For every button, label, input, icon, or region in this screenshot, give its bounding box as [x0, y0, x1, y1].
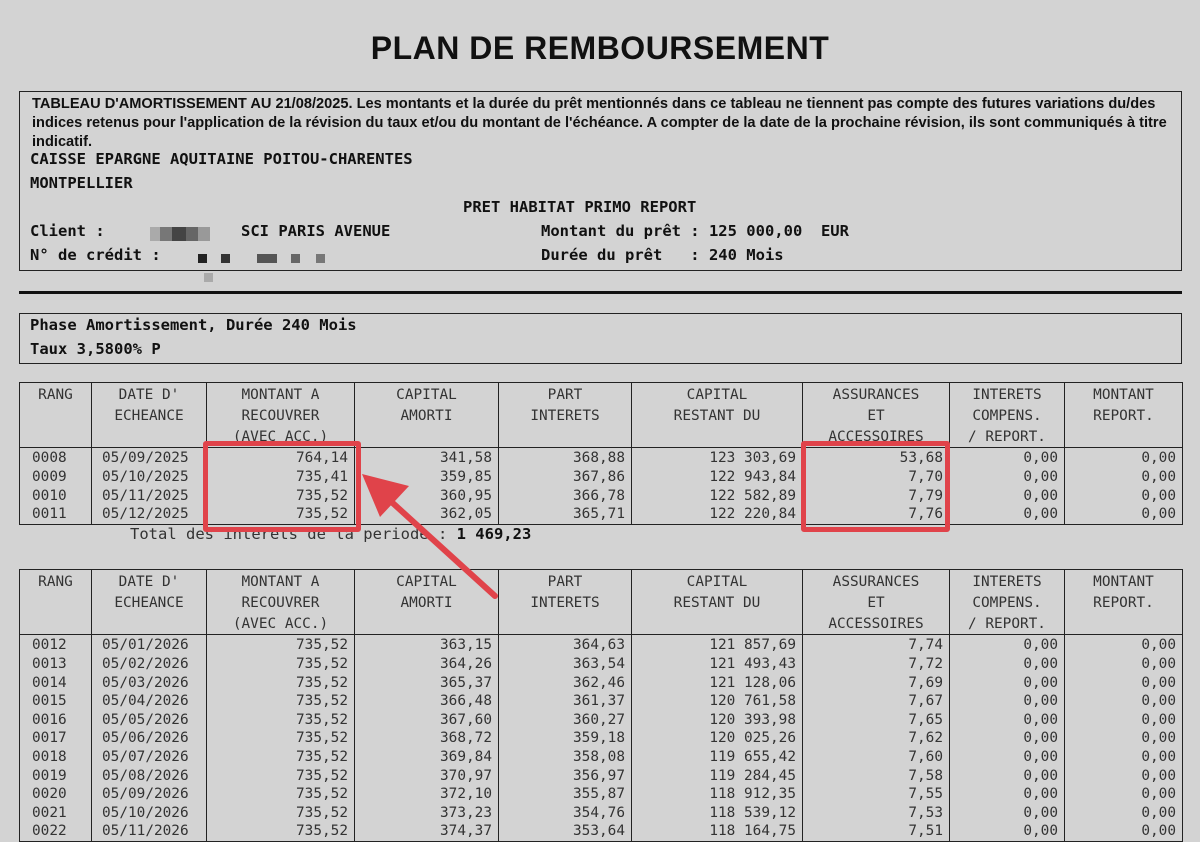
- col-montant-report-cell: 0,00: [1065, 468, 1183, 487]
- disclaimer-text: TABLEAU D'AMORTISSEMENT AU 21/08/2025. Les montants et la durée du prêt mentionnés dans ce tableau ne tiennent pas compte des futures variations du/des indices retenus pour l'application de la révision du taux et/ou du montant de l'échéance. A compter de la date de la prochaine révision, ils sont communiqués à titre indicatif.: [32, 96, 1167, 150]
- col-part-interets-header: PART INTERETS: [499, 383, 632, 448]
- col-assurances-cell: 7,58: [803, 767, 950, 786]
- col-part-interets-cell: 358,08: [499, 748, 632, 767]
- col-capital-amorti-cell: 341,58: [355, 448, 499, 468]
- col-capital-amorti-cell: 373,23: [355, 804, 499, 823]
- col-capital-amorti-cell: 374,37: [355, 822, 499, 841]
- col-date-cell: 05/09/2026: [92, 785, 207, 804]
- col-rang-header: RANG: [20, 383, 92, 448]
- total-value: 1 469,23: [456, 525, 532, 543]
- col-capital-restant-cell: 123 303,69: [632, 448, 803, 468]
- col-assurances-cell: 7,60: [803, 748, 950, 767]
- col-montant-report-cell: 0,00: [1065, 711, 1183, 730]
- col-rang-header: RANG: [20, 570, 92, 635]
- col-assurances-cell: 7,76: [803, 505, 950, 524]
- col-capital-restant-cell: 121 857,69: [632, 635, 803, 655]
- col-capital-amorti-cell: 359,85: [355, 468, 499, 487]
- loan-duration: Durée du prêt : 240 Mois: [541, 246, 784, 264]
- col-part-interets-cell: 360,27: [499, 711, 632, 730]
- col-rang-cell: 0009: [20, 468, 92, 487]
- col-capital-amorti-cell: 367,60: [355, 711, 499, 730]
- col-rang-cell: 0008: [20, 448, 92, 468]
- col-capital-amorti-cell: 362,05: [355, 505, 499, 524]
- col-rang-cell: 0011: [20, 505, 92, 524]
- col-capital-restant-cell: 122 220,84: [632, 505, 803, 524]
- col-capital-amorti-cell: 365,37: [355, 674, 499, 693]
- col-capital-amorti-header: CAPITAL AMORTI: [355, 383, 499, 448]
- col-montant-report-header: MONTANT REPORT.: [1065, 570, 1183, 635]
- col-montant-report-cell: 0,00: [1065, 635, 1183, 655]
- col-rang-cell: 0016: [20, 711, 92, 730]
- col-montant-cell: 735,52: [207, 729, 355, 748]
- col-montant-cell: 735,41: [207, 468, 355, 487]
- col-part-interets-cell: 367,86: [499, 468, 632, 487]
- credit-number-label: N° de crédit :: [30, 246, 161, 264]
- col-capital-amorti-cell: 360,95: [355, 487, 499, 506]
- col-interets-compens-header: INTERETS COMPENS. / REPORT.: [950, 570, 1065, 635]
- col-assurances-header: ASSURANCES ET ACCESSOIRES: [803, 383, 950, 448]
- col-interets-compens-cell: 0,00: [950, 785, 1065, 804]
- col-date-cell: 05/09/2025: [92, 448, 207, 468]
- col-rang-cell: 0022: [20, 822, 92, 841]
- col-interets-compens-cell: 0,00: [950, 748, 1065, 767]
- col-montant-header: MONTANT A RECOUVRER (AVEC ACC.): [207, 383, 355, 448]
- col-rang-cell: 0012: [20, 635, 92, 655]
- col-montant-cell: 735,52: [207, 655, 355, 674]
- col-montant-cell: 735,52: [207, 748, 355, 767]
- col-part-interets-cell: 353,64: [499, 822, 632, 841]
- col-interets-compens-cell: 0,00: [950, 729, 1065, 748]
- col-part-interets-header: PART INTERETS: [499, 570, 632, 635]
- col-assurances-cell: 7,51: [803, 822, 950, 841]
- col-capital-amorti-cell: 372,10: [355, 785, 499, 804]
- col-assurances-cell: 7,65: [803, 711, 950, 730]
- col-rang-cell: 0017: [20, 729, 92, 748]
- col-interets-compens-cell: 0,00: [950, 448, 1065, 468]
- col-interets-compens-cell: 0,00: [950, 635, 1065, 655]
- col-assurances-cell: 7,70: [803, 468, 950, 487]
- col-date-cell: 05/04/2026: [92, 692, 207, 711]
- col-montant-cell: 735,52: [207, 635, 355, 655]
- col-interets-compens-cell: 0,00: [950, 767, 1065, 786]
- col-part-interets-cell: 355,87: [499, 785, 632, 804]
- col-rang-cell: 0019: [20, 767, 92, 786]
- col-capital-amorti-cell: 370,97: [355, 767, 499, 786]
- client-label: Client :: [30, 222, 105, 240]
- col-assurances-cell: 7,62: [803, 729, 950, 748]
- col-rang-cell: 0020: [20, 785, 92, 804]
- col-interets-compens-cell: 0,00: [950, 655, 1065, 674]
- col-interets-compens-cell: 0,00: [950, 692, 1065, 711]
- col-montant-report-cell: 0,00: [1065, 767, 1183, 786]
- col-interets-compens-cell: 0,00: [950, 804, 1065, 823]
- col-part-interets-cell: 365,71: [499, 505, 632, 524]
- col-assurances-cell: 7,74: [803, 635, 950, 655]
- col-date-cell: 05/08/2026: [92, 767, 207, 786]
- col-capital-restant-cell: 121 493,43: [632, 655, 803, 674]
- col-capital-amorti-cell: 369,84: [355, 748, 499, 767]
- col-part-interets-cell: 362,46: [499, 674, 632, 693]
- col-capital-restant-cell: 121 128,06: [632, 674, 803, 693]
- col-montant-report-cell: 0,00: [1065, 674, 1183, 693]
- arrow-shaft: [385, 496, 495, 596]
- col-capital-restant-cell: 120 025,26: [632, 729, 803, 748]
- col-capital-restant-cell: 118 164,75: [632, 822, 803, 841]
- col-date-header: DATE D' ECHEANCE: [92, 570, 207, 635]
- col-date-header: DATE D' ECHEANCE: [92, 383, 207, 448]
- col-date-cell: 05/03/2026: [92, 674, 207, 693]
- loan-product: PRET HABITAT PRIMO REPORT: [463, 198, 697, 216]
- col-date-cell: 05/11/2025: [92, 487, 207, 506]
- col-montant-report-cell: 0,00: [1065, 822, 1183, 841]
- col-date-cell: 05/11/2026: [92, 822, 207, 841]
- col-capital-restant-cell: 118 912,35: [632, 785, 803, 804]
- col-assurances-header: ASSURANCES ET ACCESSOIRES: [803, 570, 950, 635]
- col-montant-cell: 764,14: [207, 448, 355, 468]
- col-interets-compens-header: INTERETS COMPENS. / REPORT.: [950, 383, 1065, 448]
- col-interets-compens-cell: 0,00: [950, 674, 1065, 693]
- col-capital-restant-cell: 120 393,98: [632, 711, 803, 730]
- col-montant-cell: 735,52: [207, 822, 355, 841]
- col-capital-restant-cell: 122 582,89: [632, 487, 803, 506]
- col-part-interets-cell: 368,88: [499, 448, 632, 468]
- col-date-cell: 05/07/2026: [92, 748, 207, 767]
- col-montant-report-cell: 0,00: [1065, 804, 1183, 823]
- phase-description: Phase Amortissement, Durée 240 Mois: [30, 316, 357, 334]
- col-interets-compens-cell: 0,00: [950, 711, 1065, 730]
- col-date-cell: 05/10/2026: [92, 804, 207, 823]
- col-assurances-cell: 7,67: [803, 692, 950, 711]
- col-montant-report-cell: 0,00: [1065, 448, 1183, 468]
- interest-rate: Taux 3,5800% P: [30, 340, 161, 358]
- col-montant-report-cell: 0,00: [1065, 487, 1183, 506]
- col-capital-restant-header: CAPITAL RESTANT DU: [632, 383, 803, 448]
- col-rang-cell: 0013: [20, 655, 92, 674]
- col-date-cell: 05/01/2026: [92, 635, 207, 655]
- col-montant-cell: 735,52: [207, 674, 355, 693]
- col-interets-compens-cell: 0,00: [950, 468, 1065, 487]
- col-capital-amorti-cell: 363,15: [355, 635, 499, 655]
- col-rang-cell: 0018: [20, 748, 92, 767]
- col-part-interets-cell: 363,54: [499, 655, 632, 674]
- col-capital-amorti-header: CAPITAL AMORTI: [355, 570, 499, 635]
- col-assurances-cell: 7,69: [803, 674, 950, 693]
- col-montant-cell: 735,52: [207, 505, 355, 524]
- col-capital-restant-header: CAPITAL RESTANT DU: [632, 570, 803, 635]
- col-montant-report-cell: 0,00: [1065, 748, 1183, 767]
- col-interets-compens-cell: 0,00: [950, 505, 1065, 524]
- client-name: SCI PARIS AVENUE: [241, 222, 391, 240]
- page-title: PLAN DE REMBOURSEMENT: [370, 30, 830, 66]
- col-date-cell: 05/05/2026: [92, 711, 207, 730]
- col-rang-cell: 0021: [20, 804, 92, 823]
- col-capital-amorti-cell: 368,72: [355, 729, 499, 748]
- col-date-cell: 05/12/2025: [92, 505, 207, 524]
- total-label: Total des interets de la periode :: [130, 525, 448, 543]
- col-part-interets-cell: 356,97: [499, 767, 632, 786]
- col-assurances-cell: 7,72: [803, 655, 950, 674]
- col-montant-report-cell: 0,00: [1065, 655, 1183, 674]
- col-montant-cell: 735,52: [207, 767, 355, 786]
- col-capital-restant-cell: 120 761,58: [632, 692, 803, 711]
- col-montant-cell: 735,52: [207, 785, 355, 804]
- col-capital-restant-cell: 122 943,84: [632, 468, 803, 487]
- col-part-interets-cell: 366,78: [499, 487, 632, 506]
- col-interets-compens-cell: 0,00: [950, 487, 1065, 506]
- col-montant-report-cell: 0,00: [1065, 505, 1183, 524]
- col-montant-cell: 735,52: [207, 487, 355, 506]
- bank-name: CAISSE EPARGNE AQUITAINE POITOU-CHARENTES: [30, 150, 413, 168]
- loan-amount: Montant du prêt : 125 000,00 EUR: [541, 222, 849, 240]
- col-montant-report-header: MONTANT REPORT.: [1065, 383, 1183, 448]
- col-date-cell: 05/02/2026: [92, 655, 207, 674]
- col-capital-amorti-cell: 366,48: [355, 692, 499, 711]
- col-capital-amorti-cell: 364,26: [355, 655, 499, 674]
- col-montant-cell: 735,52: [207, 692, 355, 711]
- col-capital-restant-cell: 118 539,12: [632, 804, 803, 823]
- col-part-interets-cell: 364,63: [499, 635, 632, 655]
- col-assurances-cell: 53,68: [803, 448, 950, 468]
- col-part-interets-cell: 354,76: [499, 804, 632, 823]
- col-assurances-cell: 7,79: [803, 487, 950, 506]
- col-rang-cell: 0015: [20, 692, 92, 711]
- col-assurances-cell: 7,53: [803, 804, 950, 823]
- col-rang-cell: 0010: [20, 487, 92, 506]
- col-part-interets-cell: 361,37: [499, 692, 632, 711]
- col-montant-header: MONTANT A RECOUVRER (AVEC ACC.): [207, 570, 355, 635]
- bank-city: MONTPELLIER: [30, 174, 133, 192]
- col-assurances-cell: 7,55: [803, 785, 950, 804]
- col-capital-restant-cell: 119 284,45: [632, 767, 803, 786]
- col-interets-compens-cell: 0,00: [950, 822, 1065, 841]
- col-montant-report-cell: 0,00: [1065, 785, 1183, 804]
- col-montant-report-cell: 0,00: [1065, 692, 1183, 711]
- col-montant-report-cell: 0,00: [1065, 729, 1183, 748]
- col-capital-restant-cell: 119 655,42: [632, 748, 803, 767]
- col-date-cell: 05/06/2026: [92, 729, 207, 748]
- col-montant-cell: 735,52: [207, 804, 355, 823]
- col-part-interets-cell: 359,18: [499, 729, 632, 748]
- col-date-cell: 05/10/2025: [92, 468, 207, 487]
- col-rang-cell: 0014: [20, 674, 92, 693]
- col-montant-cell: 735,52: [207, 711, 355, 730]
